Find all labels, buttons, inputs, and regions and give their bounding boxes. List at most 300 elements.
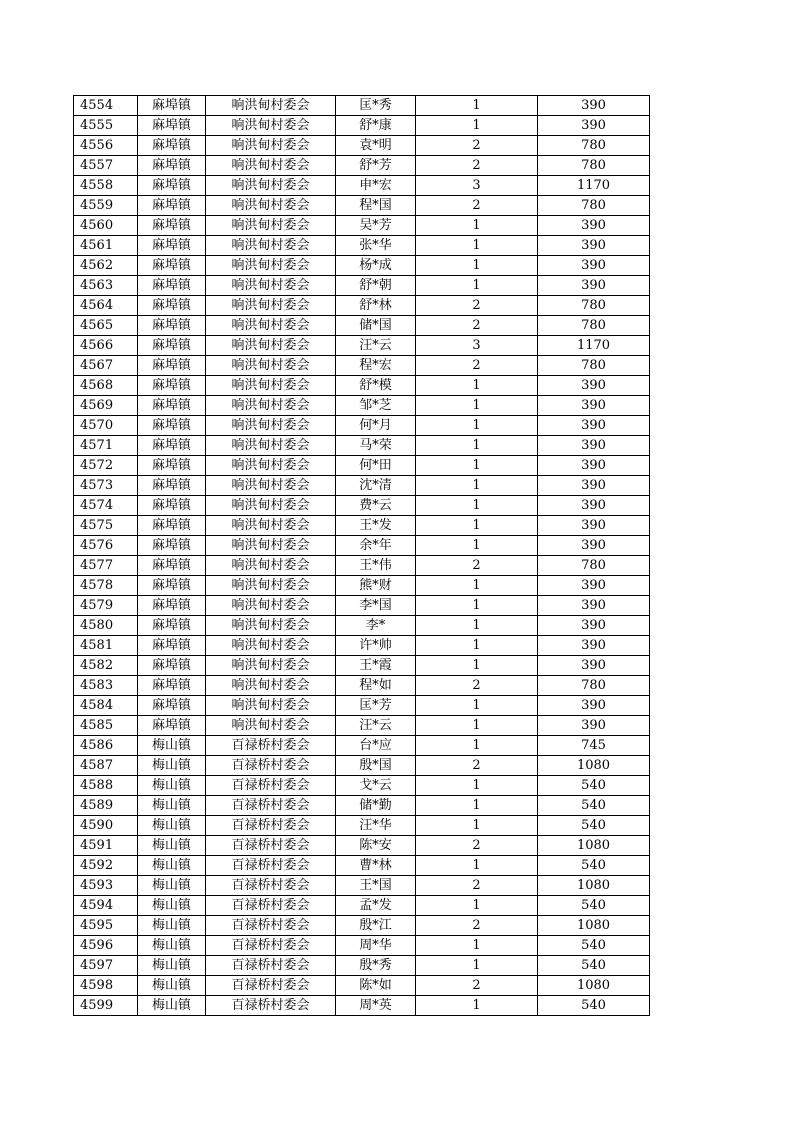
village-committee-cell: 响洪甸村委会 xyxy=(206,676,336,696)
village-committee-cell: 响洪甸村委会 xyxy=(206,456,336,476)
amount-cell: 390 xyxy=(538,516,650,536)
table-row xyxy=(74,616,650,636)
table-row xyxy=(74,996,650,1016)
record-id-cell: 4587 xyxy=(74,756,138,776)
record-id-cell: 4559 xyxy=(74,196,138,216)
household-count-cell: 1 xyxy=(416,476,538,496)
record-id-cell: 4582 xyxy=(74,656,138,676)
amount-cell: 745 xyxy=(538,736,650,756)
town-cell: 麻埠镇 xyxy=(138,656,206,676)
record-id-cell: 4588 xyxy=(74,776,138,796)
name-cell: 许*帅 xyxy=(336,636,416,656)
name-cell: 舒*模 xyxy=(336,376,416,396)
amount-cell: 780 xyxy=(538,196,650,216)
amount-cell: 780 xyxy=(538,316,650,336)
town-cell: 梅山镇 xyxy=(138,856,206,876)
record-id-cell: 4572 xyxy=(74,456,138,476)
village-committee-cell: 百禄桥村委会 xyxy=(206,816,336,836)
village-committee-cell: 百禄桥村委会 xyxy=(206,896,336,916)
household-count-cell: 1 xyxy=(416,256,538,276)
household-count-cell: 1 xyxy=(416,896,538,916)
amount-cell: 390 xyxy=(538,636,650,656)
household-count-cell: 1 xyxy=(416,436,538,456)
name-cell: 台*应 xyxy=(336,736,416,756)
household-count-cell: 1 xyxy=(416,376,538,396)
village-committee-cell: 百禄桥村委会 xyxy=(206,976,336,996)
village-committee-cell: 响洪甸村委会 xyxy=(206,536,336,556)
household-count-cell: 3 xyxy=(416,336,538,356)
name-cell: 舒*康 xyxy=(336,116,416,136)
amount-cell: 390 xyxy=(538,616,650,636)
household-count-cell: 2 xyxy=(416,136,538,156)
table-row xyxy=(74,956,650,976)
village-committee-cell: 百禄桥村委会 xyxy=(206,796,336,816)
amount-cell: 540 xyxy=(538,856,650,876)
table-row xyxy=(74,176,650,196)
name-cell: 曹*林 xyxy=(336,856,416,876)
record-id-cell: 4561 xyxy=(74,236,138,256)
name-cell: 王*霞 xyxy=(336,656,416,676)
name-cell: 储*勤 xyxy=(336,796,416,816)
name-cell: 汪*华 xyxy=(336,816,416,836)
household-count-cell: 1 xyxy=(416,96,538,116)
table-row xyxy=(74,536,650,556)
amount-cell: 390 xyxy=(538,496,650,516)
table-row xyxy=(74,596,650,616)
record-id-cell: 4575 xyxy=(74,516,138,536)
household-count-cell: 1 xyxy=(416,416,538,436)
name-cell: 陈*如 xyxy=(336,976,416,996)
town-cell: 梅山镇 xyxy=(138,736,206,756)
amount-cell: 1080 xyxy=(538,756,650,776)
amount-cell: 780 xyxy=(538,676,650,696)
record-id-cell: 4585 xyxy=(74,716,138,736)
name-cell: 何*田 xyxy=(336,456,416,476)
village-committee-cell: 百禄桥村委会 xyxy=(206,996,336,1016)
record-id-cell: 4579 xyxy=(74,596,138,616)
record-id-cell: 4591 xyxy=(74,836,138,856)
town-cell: 麻埠镇 xyxy=(138,196,206,216)
household-count-cell: 2 xyxy=(416,916,538,936)
table-row xyxy=(74,976,650,996)
village-committee-cell: 百禄桥村委会 xyxy=(206,736,336,756)
town-cell: 麻埠镇 xyxy=(138,596,206,616)
record-id-cell: 4562 xyxy=(74,256,138,276)
amount-cell: 1080 xyxy=(538,976,650,996)
village-committee-cell: 响洪甸村委会 xyxy=(206,696,336,716)
household-count-cell: 1 xyxy=(416,596,538,616)
household-count-cell: 1 xyxy=(416,796,538,816)
household-count-cell: 1 xyxy=(416,616,538,636)
name-cell: 王*伟 xyxy=(336,556,416,576)
table-row xyxy=(74,376,650,396)
town-cell: 麻埠镇 xyxy=(138,676,206,696)
record-id-cell: 4596 xyxy=(74,936,138,956)
name-cell: 邹*芝 xyxy=(336,396,416,416)
village-committee-cell: 响洪甸村委会 xyxy=(206,496,336,516)
name-cell: 何*月 xyxy=(336,416,416,436)
village-committee-cell: 响洪甸村委会 xyxy=(206,316,336,336)
record-id-cell: 4576 xyxy=(74,536,138,556)
record-id-cell: 4589 xyxy=(74,796,138,816)
town-cell: 麻埠镇 xyxy=(138,616,206,636)
household-count-cell: 1 xyxy=(416,776,538,796)
household-count-cell: 1 xyxy=(416,536,538,556)
table-row xyxy=(74,336,650,356)
name-cell: 周*英 xyxy=(336,996,416,1016)
village-committee-cell: 响洪甸村委会 xyxy=(206,256,336,276)
table-row xyxy=(74,896,650,916)
record-id-cell: 4583 xyxy=(74,676,138,696)
household-count-cell: 2 xyxy=(416,876,538,896)
village-committee-cell: 响洪甸村委会 xyxy=(206,376,336,396)
name-cell: 程*宏 xyxy=(336,356,416,376)
village-committee-cell: 百禄桥村委会 xyxy=(206,936,336,956)
household-count-cell: 2 xyxy=(416,756,538,776)
village-committee-cell: 响洪甸村委会 xyxy=(206,436,336,456)
name-cell: 吴*芳 xyxy=(336,216,416,236)
name-cell: 殷*江 xyxy=(336,916,416,936)
town-cell: 梅山镇 xyxy=(138,876,206,896)
household-count-cell: 1 xyxy=(416,656,538,676)
table-row xyxy=(74,696,650,716)
household-count-cell: 1 xyxy=(416,716,538,736)
table-row xyxy=(74,236,650,256)
village-committee-cell: 百禄桥村委会 xyxy=(206,876,336,896)
village-committee-cell: 百禄桥村委会 xyxy=(206,776,336,796)
town-cell: 麻埠镇 xyxy=(138,276,206,296)
name-cell: 熊*财 xyxy=(336,576,416,596)
amount-cell: 390 xyxy=(538,276,650,296)
village-committee-cell: 响洪甸村委会 xyxy=(206,176,336,196)
village-committee-cell: 响洪甸村委会 xyxy=(206,616,336,636)
household-count-cell: 2 xyxy=(416,196,538,216)
table-row xyxy=(74,116,650,136)
name-cell: 舒*林 xyxy=(336,296,416,316)
table-row xyxy=(74,216,650,236)
town-cell: 麻埠镇 xyxy=(138,576,206,596)
village-committee-cell: 响洪甸村委会 xyxy=(206,196,336,216)
town-cell: 麻埠镇 xyxy=(138,376,206,396)
name-cell: 孟*发 xyxy=(336,896,416,916)
town-cell: 梅山镇 xyxy=(138,796,206,816)
name-cell: 程*国 xyxy=(336,196,416,216)
record-id-cell: 4594 xyxy=(74,896,138,916)
amount-cell: 780 xyxy=(538,156,650,176)
household-count-cell: 1 xyxy=(416,396,538,416)
amount-cell: 1080 xyxy=(538,916,650,936)
village-committee-cell: 响洪甸村委会 xyxy=(206,276,336,296)
village-committee-cell: 百禄桥村委会 xyxy=(206,916,336,936)
amount-cell: 390 xyxy=(538,456,650,476)
town-cell: 麻埠镇 xyxy=(138,316,206,336)
name-cell: 匡*秀 xyxy=(336,96,416,116)
town-cell: 梅山镇 xyxy=(138,976,206,996)
name-cell: 余*年 xyxy=(336,536,416,556)
amount-cell: 540 xyxy=(538,776,650,796)
record-id-cell: 4581 xyxy=(74,636,138,656)
village-committee-cell: 响洪甸村委会 xyxy=(206,396,336,416)
record-id-cell: 4584 xyxy=(74,696,138,716)
name-cell: 沈*清 xyxy=(336,476,416,496)
amount-cell: 390 xyxy=(538,576,650,596)
record-id-cell: 4595 xyxy=(74,916,138,936)
amount-cell: 390 xyxy=(538,376,650,396)
household-count-cell: 2 xyxy=(416,836,538,856)
town-cell: 麻埠镇 xyxy=(138,496,206,516)
amount-cell: 540 xyxy=(538,896,650,916)
name-cell: 陈*安 xyxy=(336,836,416,856)
village-committee-cell: 响洪甸村委会 xyxy=(206,356,336,376)
household-count-cell: 1 xyxy=(416,696,538,716)
table-row xyxy=(74,316,650,336)
town-cell: 梅山镇 xyxy=(138,996,206,1016)
table-row xyxy=(74,156,650,176)
amount-cell: 1170 xyxy=(538,176,650,196)
town-cell: 麻埠镇 xyxy=(138,516,206,536)
household-count-cell: 1 xyxy=(416,116,538,136)
name-cell: 马*荣 xyxy=(336,436,416,456)
table-row xyxy=(74,496,650,516)
household-count-cell: 1 xyxy=(416,816,538,836)
village-committee-cell: 响洪甸村委会 xyxy=(206,636,336,656)
table-row xyxy=(74,916,650,936)
record-id-cell: 4577 xyxy=(74,556,138,576)
table-row xyxy=(74,776,650,796)
amount-cell: 1080 xyxy=(538,876,650,896)
record-id-cell: 4573 xyxy=(74,476,138,496)
table-row xyxy=(74,456,650,476)
household-count-cell: 1 xyxy=(416,956,538,976)
village-committee-cell: 响洪甸村委会 xyxy=(206,556,336,576)
household-count-cell: 2 xyxy=(416,156,538,176)
town-cell: 麻埠镇 xyxy=(138,116,206,136)
village-committee-cell: 百禄桥村委会 xyxy=(206,856,336,876)
village-committee-cell: 响洪甸村委会 xyxy=(206,476,336,496)
amount-cell: 540 xyxy=(538,996,650,1016)
name-cell: 周*华 xyxy=(336,936,416,956)
town-cell: 麻埠镇 xyxy=(138,176,206,196)
record-id-cell: 4567 xyxy=(74,356,138,376)
record-id-cell: 4598 xyxy=(74,976,138,996)
village-committee-cell: 百禄桥村委会 xyxy=(206,836,336,856)
amount-cell: 390 xyxy=(538,476,650,496)
town-cell: 梅山镇 xyxy=(138,776,206,796)
household-count-cell: 1 xyxy=(416,516,538,536)
amount-cell: 390 xyxy=(538,236,650,256)
table-row xyxy=(74,416,650,436)
town-cell: 梅山镇 xyxy=(138,916,206,936)
table-row xyxy=(74,396,650,416)
record-id-cell: 4569 xyxy=(74,396,138,416)
village-committee-cell: 响洪甸村委会 xyxy=(206,336,336,356)
name-cell: 汪*云 xyxy=(336,716,416,736)
household-count-cell: 2 xyxy=(416,976,538,996)
table-row xyxy=(74,736,650,756)
town-cell: 麻埠镇 xyxy=(138,296,206,316)
record-id-cell: 4599 xyxy=(74,996,138,1016)
village-committee-cell: 响洪甸村委会 xyxy=(206,236,336,256)
table-row xyxy=(74,796,650,816)
name-cell: 程*如 xyxy=(336,676,416,696)
record-id-cell: 4578 xyxy=(74,576,138,596)
town-cell: 麻埠镇 xyxy=(138,696,206,716)
amount-cell: 1170 xyxy=(538,336,650,356)
table-row xyxy=(74,296,650,316)
village-committee-cell: 响洪甸村委会 xyxy=(206,516,336,536)
household-count-cell: 1 xyxy=(416,636,538,656)
village-committee-cell: 百禄桥村委会 xyxy=(206,956,336,976)
record-id-cell: 4558 xyxy=(74,176,138,196)
record-id-cell: 4557 xyxy=(74,156,138,176)
town-cell: 梅山镇 xyxy=(138,816,206,836)
table-row xyxy=(74,856,650,876)
amount-cell: 390 xyxy=(538,216,650,236)
town-cell: 麻埠镇 xyxy=(138,216,206,236)
amount-cell: 1080 xyxy=(538,836,650,856)
household-count-cell: 2 xyxy=(416,676,538,696)
table-row xyxy=(74,756,650,776)
record-id-cell: 4590 xyxy=(74,816,138,836)
town-cell: 梅山镇 xyxy=(138,896,206,916)
village-committee-cell: 响洪甸村委会 xyxy=(206,156,336,176)
amount-cell: 390 xyxy=(538,696,650,716)
roster-table-body xyxy=(74,96,650,1016)
table-row xyxy=(74,436,650,456)
household-count-cell: 1 xyxy=(416,856,538,876)
village-committee-cell: 响洪甸村委会 xyxy=(206,576,336,596)
village-committee-cell: 响洪甸村委会 xyxy=(206,656,336,676)
town-cell: 麻埠镇 xyxy=(138,356,206,376)
table-row xyxy=(74,876,650,896)
amount-cell: 540 xyxy=(538,796,650,816)
town-cell: 梅山镇 xyxy=(138,756,206,776)
household-count-cell: 1 xyxy=(416,736,538,756)
record-id-cell: 4597 xyxy=(74,956,138,976)
household-count-cell: 2 xyxy=(416,316,538,336)
town-cell: 麻埠镇 xyxy=(138,136,206,156)
name-cell: 匡*芳 xyxy=(336,696,416,716)
table-row xyxy=(74,636,650,656)
town-cell: 麻埠镇 xyxy=(138,636,206,656)
town-cell: 麻埠镇 xyxy=(138,156,206,176)
record-id-cell: 4592 xyxy=(74,856,138,876)
town-cell: 麻埠镇 xyxy=(138,96,206,116)
name-cell: 舒*芳 xyxy=(336,156,416,176)
name-cell: 张*华 xyxy=(336,236,416,256)
name-cell: 费*云 xyxy=(336,496,416,516)
record-id-cell: 4564 xyxy=(74,296,138,316)
household-count-cell: 1 xyxy=(416,216,538,236)
name-cell: 殷*秀 xyxy=(336,956,416,976)
town-cell: 麻埠镇 xyxy=(138,396,206,416)
amount-cell: 390 xyxy=(538,256,650,276)
amount-cell: 540 xyxy=(538,816,650,836)
household-count-cell: 1 xyxy=(416,996,538,1016)
table-row xyxy=(74,816,650,836)
record-id-cell: 4563 xyxy=(74,276,138,296)
amount-cell: 390 xyxy=(538,396,650,416)
village-committee-cell: 响洪甸村委会 xyxy=(206,216,336,236)
household-count-cell: 1 xyxy=(416,236,538,256)
record-id-cell: 4574 xyxy=(74,496,138,516)
name-cell: 储*国 xyxy=(336,316,416,336)
household-count-cell: 2 xyxy=(416,296,538,316)
record-id-cell: 4566 xyxy=(74,336,138,356)
household-count-cell: 2 xyxy=(416,356,538,376)
table-row xyxy=(74,276,650,296)
table-row xyxy=(74,716,650,736)
record-id-cell: 4586 xyxy=(74,736,138,756)
town-cell: 梅山镇 xyxy=(138,956,206,976)
record-id-cell: 4568 xyxy=(74,376,138,396)
name-cell: 汪*云 xyxy=(336,336,416,356)
amount-cell: 390 xyxy=(538,116,650,136)
village-committee-cell: 响洪甸村委会 xyxy=(206,116,336,136)
name-cell: 王*发 xyxy=(336,516,416,536)
name-cell: 王*国 xyxy=(336,876,416,896)
amount-cell: 540 xyxy=(538,956,650,976)
village-committee-cell: 响洪甸村委会 xyxy=(206,716,336,736)
household-count-cell: 3 xyxy=(416,176,538,196)
household-count-cell: 1 xyxy=(416,276,538,296)
record-id-cell: 4560 xyxy=(74,216,138,236)
name-cell: 李*国 xyxy=(336,596,416,616)
amount-cell: 780 xyxy=(538,356,650,376)
amount-cell: 390 xyxy=(538,656,650,676)
table-row xyxy=(74,476,650,496)
name-cell: 戈*云 xyxy=(336,776,416,796)
table-row xyxy=(74,136,650,156)
amount-cell: 780 xyxy=(538,296,650,316)
name-cell: 李* xyxy=(336,616,416,636)
town-cell: 梅山镇 xyxy=(138,936,206,956)
table-row xyxy=(74,656,650,676)
town-cell: 麻埠镇 xyxy=(138,556,206,576)
village-committee-cell: 响洪甸村委会 xyxy=(206,296,336,316)
amount-cell: 390 xyxy=(538,96,650,116)
name-cell: 袁*明 xyxy=(336,136,416,156)
name-cell: 舒*朝 xyxy=(336,276,416,296)
town-cell: 麻埠镇 xyxy=(138,236,206,256)
town-cell: 麻埠镇 xyxy=(138,416,206,436)
village-committee-cell: 百禄桥村委会 xyxy=(206,756,336,776)
table-row xyxy=(74,836,650,856)
town-cell: 麻埠镇 xyxy=(138,436,206,456)
town-cell: 麻埠镇 xyxy=(138,456,206,476)
town-cell: 麻埠镇 xyxy=(138,536,206,556)
table-row xyxy=(74,676,650,696)
amount-cell: 780 xyxy=(538,136,650,156)
table-row xyxy=(74,256,650,276)
record-id-cell: 4556 xyxy=(74,136,138,156)
name-cell: 殷*国 xyxy=(336,756,416,776)
household-count-cell: 1 xyxy=(416,936,538,956)
record-id-cell: 4554 xyxy=(74,96,138,116)
table-row xyxy=(74,96,650,116)
amount-cell: 390 xyxy=(538,596,650,616)
table-row xyxy=(74,556,650,576)
town-cell: 麻埠镇 xyxy=(138,476,206,496)
town-cell: 麻埠镇 xyxy=(138,256,206,276)
table-row xyxy=(74,576,650,596)
name-cell: 申*宏 xyxy=(336,176,416,196)
household-count-cell: 1 xyxy=(416,496,538,516)
name-cell: 杨*成 xyxy=(336,256,416,276)
household-count-cell: 1 xyxy=(416,576,538,596)
table-row xyxy=(74,196,650,216)
table-row xyxy=(74,516,650,536)
